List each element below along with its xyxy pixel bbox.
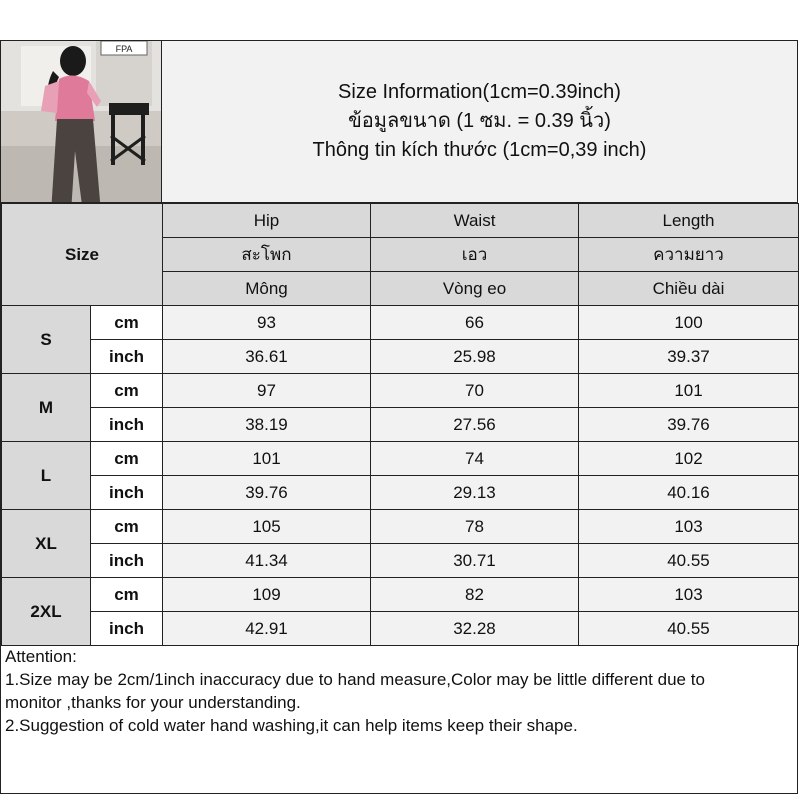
unit-label: inch — [91, 340, 163, 374]
col-length-en: Length — [579, 204, 799, 238]
table-cell: 102 — [579, 442, 799, 476]
size-name: XL — [2, 510, 91, 578]
table-cell: 40.16 — [579, 476, 799, 510]
table-row — [2, 544, 799, 578]
table-cell: 25.98 — [371, 340, 579, 374]
col-waist-vi: Vòng eo — [371, 272, 579, 306]
table-cell: 39.37 — [579, 340, 799, 374]
table-cell: 97 — [163, 374, 371, 408]
attention-title: Attention: — [5, 647, 77, 666]
size-chart — [0, 40, 798, 794]
table-cell: 42.91 — [163, 612, 371, 646]
table-cell: 103 — [579, 510, 799, 544]
unit-label: inch — [91, 476, 163, 510]
size-name: M — [2, 374, 91, 442]
col-length-vi: Chiều dài — [579, 272, 799, 306]
table-cell: 78 — [371, 510, 579, 544]
size-table — [1, 203, 799, 646]
table-row — [2, 374, 799, 408]
col-length-th: ความยาว — [579, 238, 799, 272]
size-info-header — [162, 41, 797, 203]
size-column-label: Size — [2, 204, 163, 306]
table-cell: 38.19 — [163, 408, 371, 442]
photo-sign-text: FPA — [115, 44, 133, 54]
col-waist-en: Waist — [371, 204, 579, 238]
table-row — [2, 340, 799, 374]
col-hip-en: Hip — [163, 204, 371, 238]
attention-note-2: 2.Suggestion of cold water hand washing,it can help items keep their shape. — [5, 716, 578, 735]
table-cell: 41.34 — [163, 544, 371, 578]
table-cell: 27.56 — [371, 408, 579, 442]
table-cell: 82 — [371, 578, 579, 612]
size-name: L — [2, 442, 91, 510]
table-cell: 101 — [579, 374, 799, 408]
header-row-english — [2, 204, 799, 238]
table-row — [2, 476, 799, 510]
table-cell: 109 — [163, 578, 371, 612]
table-cell: 101 — [163, 442, 371, 476]
table-cell: 29.13 — [371, 476, 579, 510]
table-row — [2, 578, 799, 612]
table-cell: 40.55 — [579, 612, 799, 646]
col-hip-vi: Mông — [163, 272, 371, 306]
size-name: 2XL — [2, 578, 91, 646]
attention-notes — [5, 645, 785, 737]
table-cell: 39.76 — [163, 476, 371, 510]
unit-label: cm — [91, 374, 163, 408]
table-cell: 40.55 — [579, 544, 799, 578]
header-line-english: Size Information(1cm=0.39inch) — [338, 81, 621, 103]
unit-label: inch — [91, 544, 163, 578]
col-waist-th: เอว — [371, 238, 579, 272]
table-cell: 36.61 — [163, 340, 371, 374]
col-hip-th: สะโพก — [163, 238, 371, 272]
unit-label: cm — [91, 442, 163, 476]
header-line-thai: ข้อมูลขนาด (1 ซม. = 0.39 นิ้ว) — [348, 110, 611, 132]
table-cell: 70 — [371, 374, 579, 408]
product-photo — [1, 41, 162, 203]
table-cell: 100 — [579, 306, 799, 340]
attention-note-1: 1.Size may be 2cm/1inch inaccuracy due to hand measure,Color may be little different due to — [5, 670, 705, 689]
table-cell: 93 — [163, 306, 371, 340]
size-name: S — [2, 306, 91, 374]
table-row — [2, 510, 799, 544]
table-cell: 103 — [579, 578, 799, 612]
table-cell: 30.71 — [371, 544, 579, 578]
attention-note-1-cont: monitor ,thanks for your understanding. — [5, 693, 301, 712]
table-cell: 74 — [371, 442, 579, 476]
unit-label: inch — [91, 408, 163, 442]
table-cell: 66 — [371, 306, 579, 340]
table-row — [2, 408, 799, 442]
unit-label: inch — [91, 612, 163, 646]
table-row — [2, 442, 799, 476]
table-cell: 32.28 — [371, 612, 579, 646]
model-photo-illustration — [1, 41, 162, 203]
unit-label: cm — [91, 510, 163, 544]
table-cell: 39.76 — [579, 408, 799, 442]
header-line-vietnamese: Thông tin kích thước (1cm=0,39 inch) — [312, 139, 647, 161]
unit-label: cm — [91, 306, 163, 340]
unit-label: cm — [91, 578, 163, 612]
table-row — [2, 306, 799, 340]
table-cell: 105 — [163, 510, 371, 544]
table-row — [2, 612, 799, 646]
